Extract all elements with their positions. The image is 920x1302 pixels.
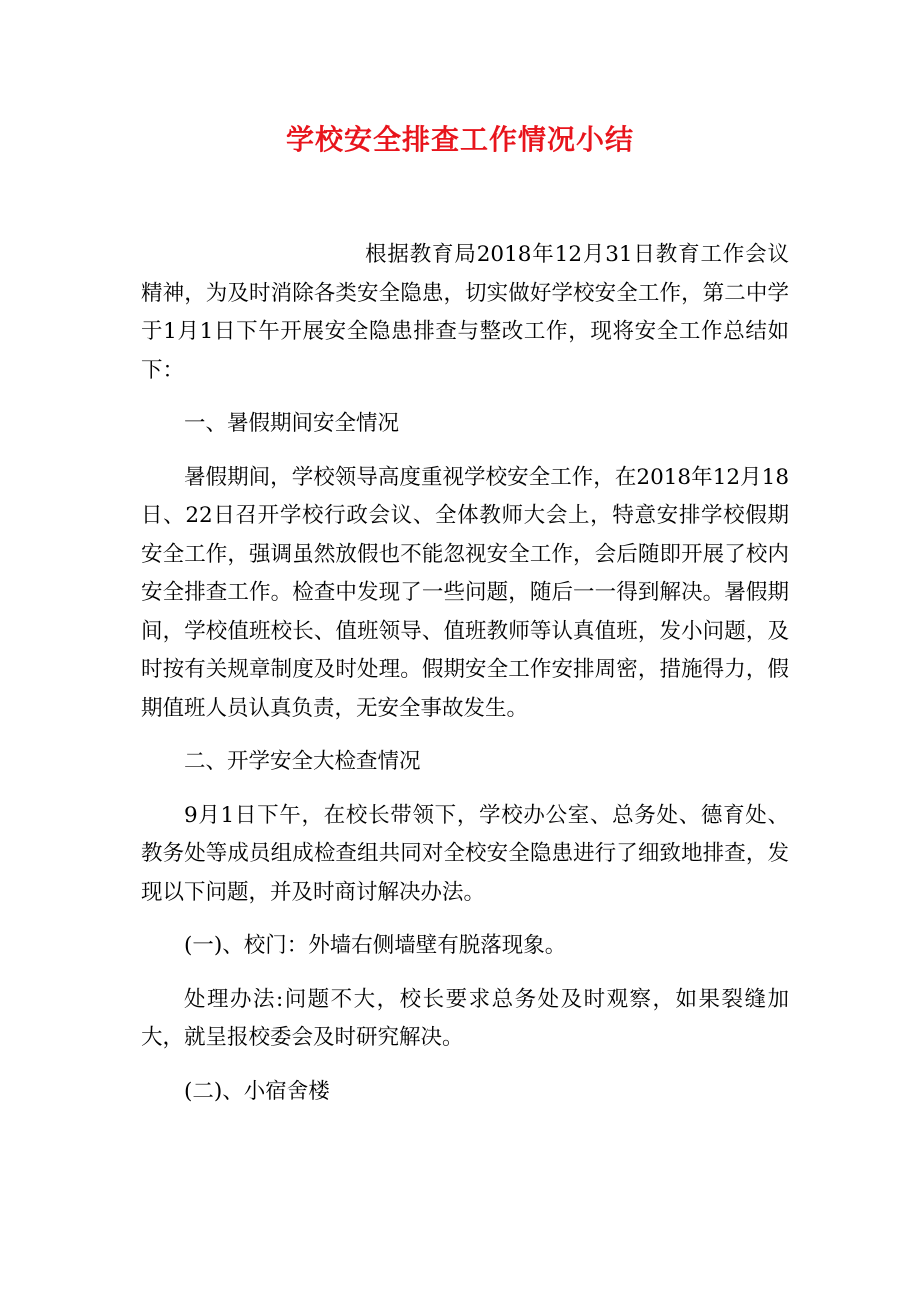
- item-gate-solution: 处理办法:问题不大，校长要求总务处及时观察，如果裂缝加大，就呈报校委会及时研究解决。: [141, 986, 789, 1050]
- paragraph-inspection: 9月1日下午，在校长带领下，学校办公室、总务处、德育处、教务处等成员组成检查组共同对全校安全隐患进行了细致地排查，发现以下问题，并及时商讨解决办法。: [141, 802, 789, 905]
- document-body: [141, 236, 789, 1111]
- section-heading-summer: 一、暑假期间安全情况: [184, 411, 400, 436]
- item-school-gate: (一)、校门：外墙右侧墙壁有脱落现象。: [184, 933, 567, 958]
- item-small-dormitory: (二)、小宿舍楼: [184, 1078, 330, 1104]
- section-heading-inspection: 二、开学安全大检查情况: [184, 749, 421, 774]
- paragraph-summer: 暑假期间，学校领导高度重视学校安全工作，在2018年12月18日、22日召开学校行政会议、全体教师大会上，特意安排学校假期安全工作，强调虽然放假也不能忽视安全工作，会后随即开展了校内安全排查工作。检查中发现了一些问题，随后一一得到解决。暑假期间，学校值班校长、值班领导、值班教师等认真值班，发小问题，及时按有关规章制度及时处理。假期安全工作安排周密，措施得力，假期值班人员认真负责，无安全事故发生。: [141, 464, 789, 721]
- document-title: 学校安全排查工作情况小结: [285, 123, 634, 156]
- paragraph-intro: 根据教育局2018年12月31日教育工作会议精神，为及时消除各类安全隐患，切实做好学校安全工作，第二中学于1月1日下午开展安全隐患排查与整改工作，现将安全工作总结如下：: [141, 242, 789, 383]
